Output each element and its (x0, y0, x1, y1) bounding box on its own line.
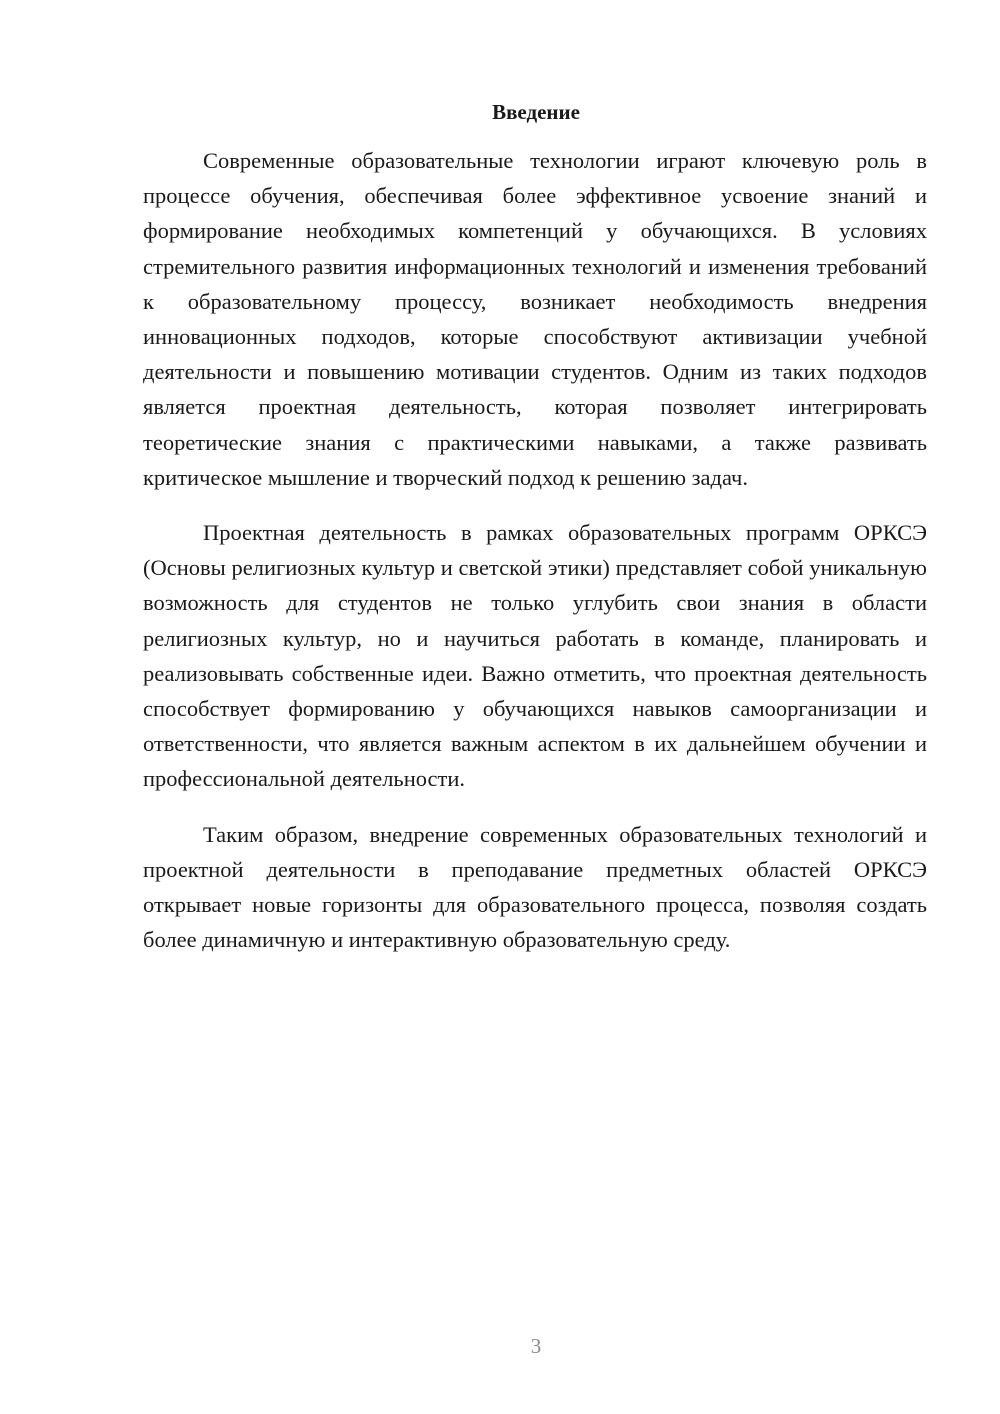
page-number: 3 (530, 1334, 542, 1358)
body-text (143, 143, 927, 977)
paragraph-1: Современные образовательные технологии играют ключевую роль в процессе обучения, обеспечивая более эффективное усвоение знаний и формирование необходимых компетенций у обучающихся. В условиях стремительного развития информационных технологий и изменения требований к образовательному процессу, возникает необходимость внедрения инновационных подходов, которые способствуют активизации учебной деятельности и повышению мотивации студентов. Одним из таких подходов является проектная деятельность, которая позволяет интегрировать теоретические знания с практическими навыками, а также развивать критическое мышление и творческий подход к решению задач. (143, 148, 927, 490)
paragraph-2: Проектная деятельность в рамках образовательных программ ОРКСЭ (Основы религиозных культур и светской этики) представляет собой уникальную возможность для студентов не только углубить свои знания в области религиозных культур, но и научиться работать в команде, планировать и реализовывать собственные идеи. Важно отметить, что проектная деятельность способствует формированию у обучающихся навыков самоорганизации и ответственности, что является важным аспектом в их дальнейшем обучении и профессиональной деятельности. (143, 520, 927, 792)
paragraph-3: Таким образом, внедрение современных образовательных технологий и проектной деятельности в преподавание предметных областей ОРКСЭ открывает новые горизонты для образовательного процесса, позволяя создать более динамичную и интерактивную образовательную среду. (143, 821, 927, 953)
section-heading: Введение (492, 100, 580, 124)
